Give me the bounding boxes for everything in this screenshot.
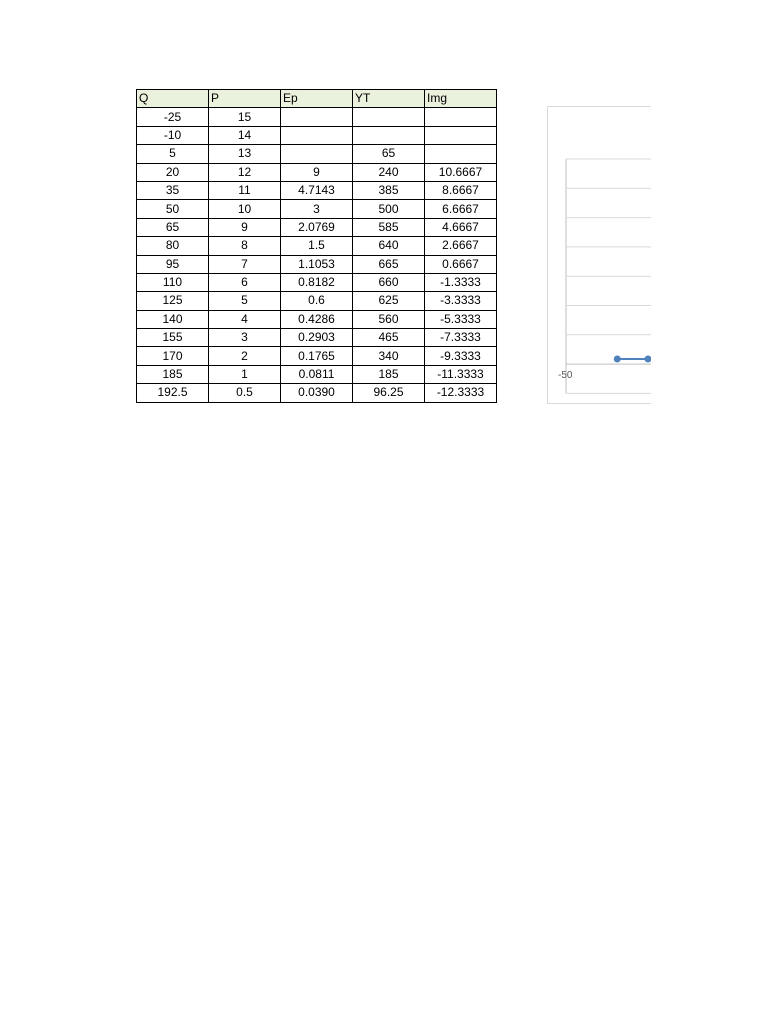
table-cell: 585 [353, 218, 425, 236]
table-cell: 500 [353, 200, 425, 218]
table-cell: 8.6667 [425, 181, 497, 199]
table-cell: -25 [137, 108, 209, 126]
column-header: Ep [281, 90, 353, 108]
table-cell: 96.25 [353, 384, 425, 402]
table-cell: 4.6667 [425, 218, 497, 236]
table-row [137, 145, 497, 163]
table-cell: -1.3333 [425, 273, 497, 291]
table-cell [281, 126, 353, 144]
table-cell: 625 [353, 292, 425, 310]
table-cell: 465 [353, 329, 425, 347]
table-cell [353, 108, 425, 126]
table-row [137, 181, 497, 199]
column-header: YT [353, 90, 425, 108]
table-cell: 170 [137, 347, 209, 365]
table-cell: 4 [209, 310, 281, 328]
table-cell [425, 145, 497, 163]
table-row [137, 329, 497, 347]
table-cell [281, 145, 353, 163]
table-cell: 185 [353, 365, 425, 383]
x-tick-label: -50 [558, 370, 573, 382]
data-table [136, 89, 497, 403]
table-cell: 10 [209, 200, 281, 218]
table-cell: 185 [137, 365, 209, 383]
table-row [137, 347, 497, 365]
table-cell: 340 [353, 347, 425, 365]
series-marks [614, 356, 651, 363]
table-row [137, 292, 497, 310]
table-cell: 0.5 [209, 384, 281, 402]
column-header: Q [137, 90, 209, 108]
table-row [137, 108, 497, 126]
table-row [137, 365, 497, 383]
table-cell: 192.5 [137, 384, 209, 402]
table-cell: 660 [353, 273, 425, 291]
table-row [137, 237, 497, 255]
table-cell: 6 [209, 273, 281, 291]
table-cell: 12 [209, 163, 281, 181]
table-cell: 20 [137, 163, 209, 181]
table-cell: 9 [209, 218, 281, 236]
table-cell: -9.3333 [425, 347, 497, 365]
header-row [137, 90, 497, 108]
table-cell: 65 [137, 218, 209, 236]
table-cell: 4.7143 [281, 181, 353, 199]
table-cell: 640 [353, 237, 425, 255]
table-cell: 95 [137, 255, 209, 273]
table-row [137, 163, 497, 181]
table-cell: 11 [209, 181, 281, 199]
table-cell: 35 [137, 181, 209, 199]
table-cell: 0.0811 [281, 365, 353, 383]
table-cell: 240 [353, 163, 425, 181]
table-row [137, 200, 497, 218]
table-cell: 0.4286 [281, 310, 353, 328]
table-cell [281, 108, 353, 126]
table-cell: 65 [353, 145, 425, 163]
table-cell: 3 [281, 200, 353, 218]
table-cell: 0.2903 [281, 329, 353, 347]
table-cell: 385 [353, 181, 425, 199]
table-cell: 2 [209, 347, 281, 365]
table-cell: -11.3333 [425, 365, 497, 383]
table-cell: 80 [137, 237, 209, 255]
column-header: P [209, 90, 281, 108]
table-cell: 0.8182 [281, 273, 353, 291]
data-point [614, 356, 621, 363]
table-cell: 0.6667 [425, 255, 497, 273]
table-cell: 665 [353, 255, 425, 273]
table-row [137, 273, 497, 291]
table-cell: -5.3333 [425, 310, 497, 328]
table-row [137, 310, 497, 328]
table-cell: -7.3333 [425, 329, 497, 347]
table-cell: 3 [209, 329, 281, 347]
table-cell: 14 [209, 126, 281, 144]
table-cell: 0.0390 [281, 384, 353, 402]
table-cell: 2.0769 [281, 218, 353, 236]
table-row [137, 384, 497, 402]
data-point [645, 356, 652, 363]
table-cell: 50 [137, 200, 209, 218]
column-header: Img [425, 90, 497, 108]
table-cell: 1 [209, 365, 281, 383]
table-cell: 10.6667 [425, 163, 497, 181]
table-cell: 7 [209, 255, 281, 273]
table-cell: 13 [209, 145, 281, 163]
table-cell [425, 108, 497, 126]
table-body [137, 108, 497, 402]
table-cell: 0.1765 [281, 347, 353, 365]
table-cell: 2.6667 [425, 237, 497, 255]
table-cell [353, 126, 425, 144]
table-cell: 560 [353, 310, 425, 328]
line-chart [548, 107, 651, 404]
table-cell: 9 [281, 163, 353, 181]
table-cell: 140 [137, 310, 209, 328]
table-cell: 1.5 [281, 237, 353, 255]
table-cell: 5 [137, 145, 209, 163]
table-row [137, 126, 497, 144]
table-cell: 125 [137, 292, 209, 310]
table-cell: 155 [137, 329, 209, 347]
table-cell: 1.1053 [281, 255, 353, 273]
table-cell: 8 [209, 237, 281, 255]
table-cell: -3.3333 [425, 292, 497, 310]
table-cell: -12.3333 [425, 384, 497, 402]
table-cell: 5 [209, 292, 281, 310]
table-cell: 6.6667 [425, 200, 497, 218]
table-row [137, 255, 497, 273]
table-cell [425, 126, 497, 144]
table-cell: 15 [209, 108, 281, 126]
table-row [137, 218, 497, 236]
table-cell: -10 [137, 126, 209, 144]
table-cell: 110 [137, 273, 209, 291]
chart-area [547, 106, 651, 404]
table-cell: 0.6 [281, 292, 353, 310]
